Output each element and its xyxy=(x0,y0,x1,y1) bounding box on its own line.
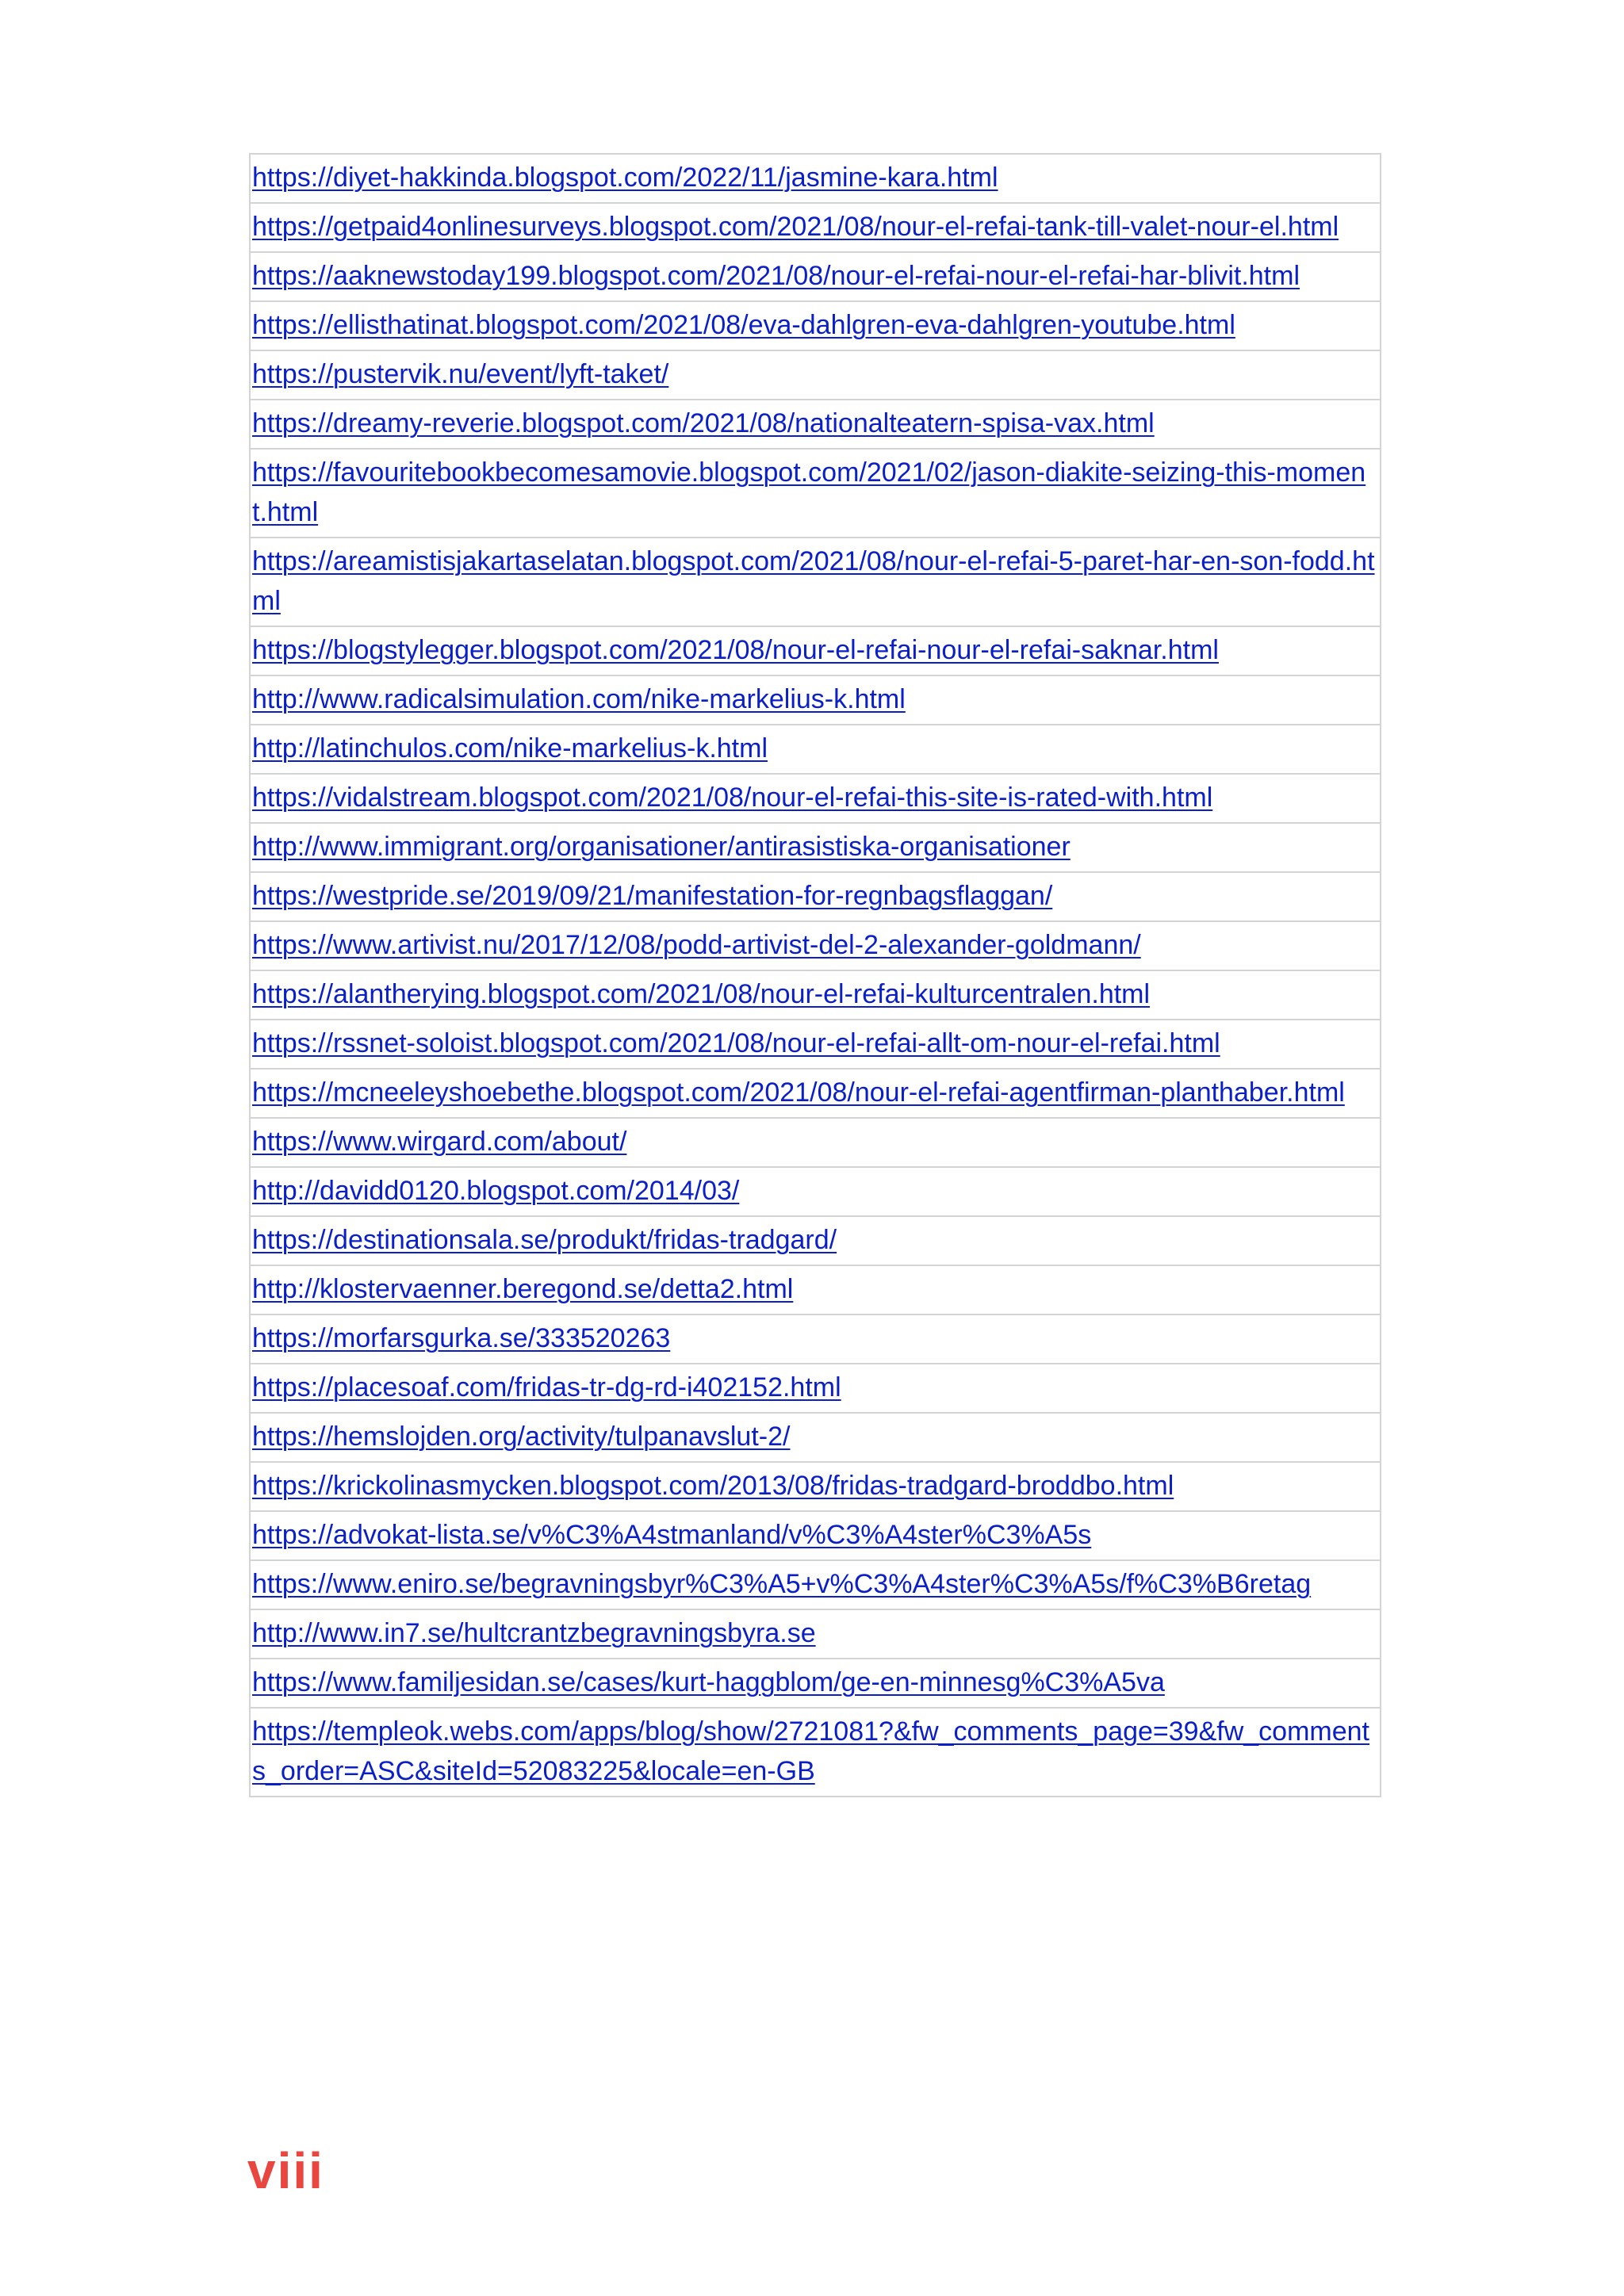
table-cell xyxy=(250,301,1381,350)
table-row xyxy=(250,725,1381,774)
table-cell xyxy=(250,872,1381,921)
table-cell xyxy=(250,1511,1381,1560)
table-cell xyxy=(250,921,1381,970)
url-link[interactable]: https://www.familjesidan.se/cases/kurt-haggblom/ge-en-minnesg%C3%A5va xyxy=(252,1667,1165,1697)
table-row xyxy=(250,1314,1381,1364)
url-link[interactable]: https://areamistisjakartaselatan.blogspot.com/2021/08/nour-el-refai-5-paret-har-en-son-fodd.html xyxy=(252,546,1375,616)
table-cell xyxy=(250,252,1381,301)
table-cell xyxy=(250,1413,1381,1462)
table-cell xyxy=(250,725,1381,774)
table-row xyxy=(250,1708,1381,1797)
table-cell xyxy=(250,203,1381,252)
url-link[interactable]: https://ellisthatinat.blogspot.com/2021/08/eva-dahlgren-eva-dahlgren-youtube.html xyxy=(252,310,1235,340)
url-link[interactable]: http://www.in7.se/hultcrantzbegravningsbyra.se xyxy=(252,1618,816,1648)
table-cell xyxy=(250,1364,1381,1413)
table-row xyxy=(250,1511,1381,1560)
table-row xyxy=(250,970,1381,1020)
url-link[interactable]: http://davidd0120.blogspot.com/2014/03/ xyxy=(252,1176,740,1206)
table-cell xyxy=(250,823,1381,872)
url-link[interactable]: https://templeok.webs.com/apps/blog/show/2721081?&fw_comments_page=39&fw_comments_order=ASC&siteId=52083225&locale=en-GB xyxy=(252,1716,1369,1786)
table-row xyxy=(250,872,1381,921)
table-row xyxy=(250,823,1381,872)
table-row xyxy=(250,400,1381,449)
table-row xyxy=(250,350,1381,400)
url-link[interactable]: http://www.immigrant.org/organisationer/antirasistiska-organisationer xyxy=(252,832,1071,862)
table-row xyxy=(250,154,1381,203)
table-cell xyxy=(250,970,1381,1020)
table-row xyxy=(250,1069,1381,1118)
table-row xyxy=(250,1413,1381,1462)
table-row xyxy=(250,203,1381,252)
table-row xyxy=(250,1659,1381,1708)
table-cell xyxy=(250,626,1381,675)
url-link[interactable]: https://krickolinasmycken.blogspot.com/2013/08/fridas-tradgard-broddbo.html xyxy=(252,1471,1174,1501)
url-link[interactable]: http://www.radicalsimulation.com/nike-markelius-k.html xyxy=(252,684,906,714)
table-row xyxy=(250,921,1381,970)
table-row xyxy=(250,1216,1381,1265)
url-link[interactable]: https://www.wirgard.com/about/ xyxy=(252,1127,627,1157)
url-link[interactable]: https://aaknewstoday199.blogspot.com/2021/08/nour-el-refai-nour-el-refai-har-blivit.html xyxy=(252,261,1300,291)
url-link[interactable]: https://getpaid4onlinesurveys.blogspot.com/2021/08/nour-el-refai-tank-till-valet-nour-el.html xyxy=(252,212,1339,242)
url-link[interactable]: http://latinchulos.com/nike-markelius-k.html xyxy=(252,733,768,763)
url-link[interactable]: https://pustervik.nu/event/lyft-taket/ xyxy=(252,359,669,389)
table-row xyxy=(250,252,1381,301)
link-table xyxy=(249,153,1381,1797)
url-link[interactable]: https://www.eniro.se/begravningsbyr%C3%A5+v%C3%A4ster%C3%A5s/f%C3%B6retag xyxy=(252,1569,1312,1599)
table-cell xyxy=(250,400,1381,449)
page-number: viii xyxy=(247,2142,324,2199)
table-cell xyxy=(250,350,1381,400)
table-cell xyxy=(250,1216,1381,1265)
url-link[interactable]: https://rssnet-soloist.blogspot.com/2021/08/nour-el-refai-allt-om-nour-el-refai.html xyxy=(252,1028,1220,1058)
url-link[interactable]: https://destinationsala.se/produkt/fridas-tradgard/ xyxy=(252,1225,837,1255)
table-row xyxy=(250,1118,1381,1167)
table-cell xyxy=(250,1314,1381,1364)
url-link[interactable]: https://blogstylegger.blogspot.com/2021/08/nour-el-refai-nour-el-refai-saknar.html xyxy=(252,635,1219,665)
table-row xyxy=(250,675,1381,725)
url-link[interactable]: https://favouritebookbecomesamovie.blogspot.com/2021/02/jason-diakite-seizing-this-moment.html xyxy=(252,457,1366,527)
table-cell xyxy=(250,538,1381,626)
table-row xyxy=(250,774,1381,823)
url-link[interactable]: https://www.artivist.nu/2017/12/08/podd-artivist-del-2-alexander-goldmann/ xyxy=(252,930,1141,960)
url-link[interactable]: http://klostervaenner.beregond.se/detta2.html xyxy=(252,1274,794,1304)
table-row xyxy=(250,1167,1381,1216)
table-row xyxy=(250,538,1381,626)
url-link[interactable]: https://vidalstream.blogspot.com/2021/08/nour-el-refai-this-site-is-rated-with.html xyxy=(252,783,1213,813)
table-row xyxy=(250,1364,1381,1413)
url-link[interactable]: https://dreamy-reverie.blogspot.com/2021/08/nationalteatern-spisa-vax.html xyxy=(252,408,1155,438)
url-link[interactable]: https://morfarsgurka.se/333520263 xyxy=(252,1323,671,1353)
table-row xyxy=(250,1560,1381,1609)
table-cell xyxy=(250,449,1381,538)
url-link[interactable]: https://advokat-lista.se/v%C3%A4stmanland/v%C3%A4ster%C3%A5s xyxy=(252,1520,1092,1550)
table-row xyxy=(250,1609,1381,1659)
table-cell xyxy=(250,675,1381,725)
table-cell xyxy=(250,1265,1381,1314)
url-link[interactable]: https://mcneeleyshoebethe.blogspot.com/2021/08/nour-el-refai-agentfirman-planthaber.html xyxy=(252,1077,1345,1108)
table-cell xyxy=(250,1560,1381,1609)
table-cell xyxy=(250,774,1381,823)
table-row xyxy=(250,1462,1381,1511)
table-cell xyxy=(250,1659,1381,1708)
table-cell xyxy=(250,1118,1381,1167)
url-link[interactable]: https://hemslojden.org/activity/tulpanavslut-2/ xyxy=(252,1422,791,1452)
table-cell xyxy=(250,1708,1381,1797)
table-cell xyxy=(250,1167,1381,1216)
link-table-body xyxy=(250,154,1381,1797)
table-cell xyxy=(250,1609,1381,1659)
table-cell xyxy=(250,1462,1381,1511)
url-link[interactable]: https://alantherying.blogspot.com/2021/08/nour-el-refai-kulturcentralen.html xyxy=(252,979,1151,1009)
table-row xyxy=(250,449,1381,538)
table-row xyxy=(250,626,1381,675)
table-cell xyxy=(250,1020,1381,1069)
table-cell xyxy=(250,154,1381,203)
url-link[interactable]: https://placesoaf.com/fridas-tr-dg-rd-i402152.html xyxy=(252,1372,841,1402)
table-row xyxy=(250,301,1381,350)
url-link[interactable]: https://westpride.se/2019/09/21/manifestation-for-regnbagsflaggan/ xyxy=(252,881,1053,911)
table-cell xyxy=(250,1069,1381,1118)
table-row xyxy=(250,1020,1381,1069)
table-row xyxy=(250,1265,1381,1314)
url-link[interactable]: https://diyet-hakkinda.blogspot.com/2022/11/jasmine-kara.html xyxy=(252,163,998,193)
